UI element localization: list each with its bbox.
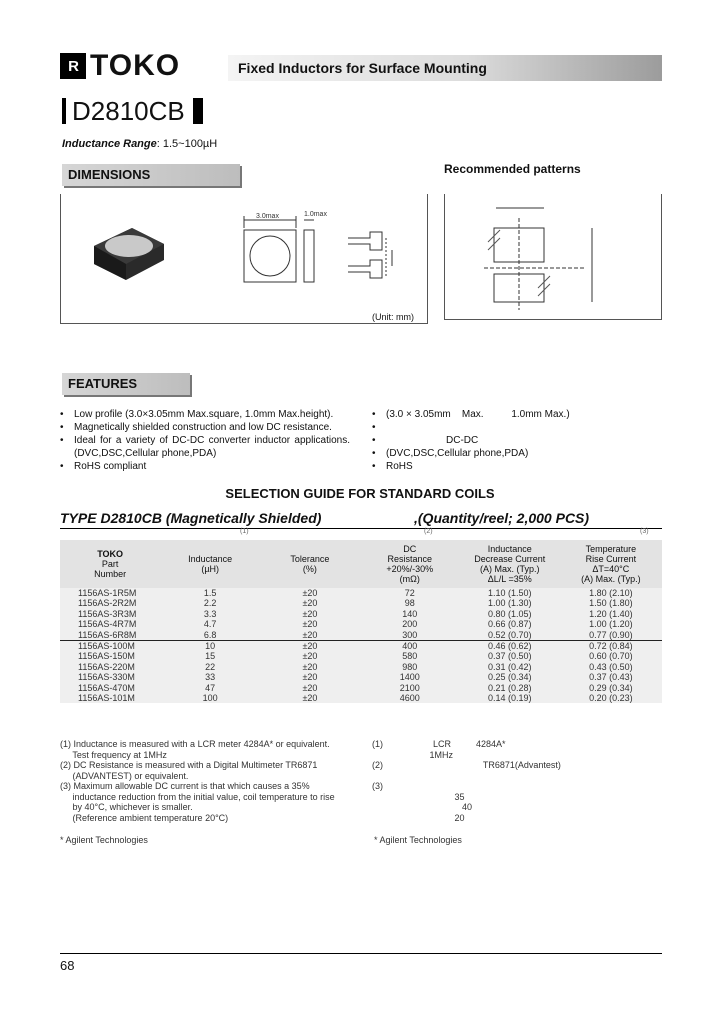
note-line-jp: (3) bbox=[372, 781, 383, 791]
cell-dc-resistance: 4600 bbox=[360, 693, 460, 703]
cell-tolerance: ±20 bbox=[260, 662, 360, 672]
feature-item-jp-cont bbox=[372, 447, 662, 460]
col-part-line: TOKO bbox=[97, 549, 124, 559]
col-dcr-line: (mΩ) bbox=[399, 574, 420, 584]
cell-inductance: 4.7 bbox=[160, 619, 260, 629]
cell-inductance: 2.2 bbox=[160, 598, 260, 608]
cell-tolerance: ±20 bbox=[260, 609, 360, 619]
cell-part-number: 1156AS-220M bbox=[60, 662, 160, 672]
table-row bbox=[60, 588, 662, 598]
note-line: (ADVANTEST) or equivalent. bbox=[60, 770, 189, 781]
cell-dc-resistance: 1400 bbox=[360, 672, 460, 682]
cell-part-number: 1156AS-6R8M bbox=[60, 630, 160, 641]
cell-rise-current: 0.77 (0.90) bbox=[560, 630, 662, 641]
cell-rise-current: 0.43 (0.50) bbox=[560, 662, 662, 672]
feature-item: • Magnetically shielded construction and low DC resistance. bbox=[60, 421, 350, 434]
features-english bbox=[60, 408, 350, 473]
cell-decrease-current: 0.31 (0.42) bbox=[460, 662, 560, 672]
cell-decrease-current: 1.10 (1.50) bbox=[460, 588, 560, 598]
cell-rise-current: 0.29 (0.34) bbox=[560, 683, 662, 693]
feature-item-jp bbox=[372, 421, 662, 434]
cell-inductance: 100 bbox=[160, 693, 260, 703]
cell-dc-resistance: 400 bbox=[360, 641, 460, 652]
note-line-jp: 20 bbox=[372, 812, 465, 823]
table-row bbox=[60, 683, 662, 693]
cell-decrease-current: 0.25 (0.34) bbox=[460, 672, 560, 682]
col-idc1-line: Inductance bbox=[487, 544, 532, 554]
unit-label: (Unit: mm) bbox=[372, 312, 414, 322]
cell-inductance: 15 bbox=[160, 651, 260, 661]
table-row bbox=[60, 651, 662, 661]
col-decrease-current bbox=[460, 540, 560, 588]
note-mark-1: (1) bbox=[240, 528, 249, 535]
cell-tolerance: ±20 bbox=[260, 651, 360, 661]
recommended-patterns-heading: Recommended patterns bbox=[444, 162, 581, 176]
cell-rise-current: 0.72 (0.84) bbox=[560, 641, 662, 652]
cell-part-number: 1156AS-4R7M bbox=[60, 619, 160, 629]
cell-part-number: 1156AS-1R5M bbox=[60, 588, 160, 598]
cell-dc-resistance: 72 bbox=[360, 588, 460, 598]
inductance-range bbox=[62, 138, 217, 150]
feature-item-jp: • RoHS bbox=[372, 460, 662, 473]
note-line: inductance reduction from the initial value, coil temperature to rise bbox=[60, 791, 335, 802]
col-idc2-line: ΔT=40°C bbox=[592, 564, 630, 574]
toko-logo bbox=[60, 50, 180, 82]
cell-decrease-current: 0.80 (1.05) bbox=[460, 609, 560, 619]
note-line: (2) DC Resistance is measured with a Digital Multimeter TR6871 bbox=[60, 760, 318, 770]
dimensions-heading: DIMENSIONS bbox=[62, 164, 240, 186]
cell-tolerance: ±20 bbox=[260, 630, 360, 641]
note-line: (1) Inductance is measured with a LCR meter 4284A* or equivalent. bbox=[60, 739, 330, 749]
notes-japanese bbox=[372, 739, 662, 823]
cell-tolerance: ±20 bbox=[260, 598, 360, 608]
inductance-range-value: : 1.5~100µH bbox=[156, 138, 218, 150]
col-dc-resistance bbox=[360, 540, 460, 588]
cell-tolerance: ±20 bbox=[260, 693, 360, 703]
footnote-english: * Agilent Technologies bbox=[60, 835, 148, 845]
col-part-line: Number bbox=[94, 569, 127, 579]
cell-part-number: 1156AS-330M bbox=[60, 672, 160, 682]
cell-tolerance: ±20 bbox=[260, 641, 360, 652]
table-row bbox=[60, 693, 662, 703]
cell-decrease-current: 0.52 (0.70) bbox=[460, 630, 560, 641]
page-number: 68 bbox=[60, 958, 75, 973]
side-view-drawing bbox=[304, 220, 314, 282]
col-tolerance-line: (%) bbox=[302, 564, 317, 574]
cell-rise-current: 0.60 (0.70) bbox=[560, 651, 662, 661]
table-row bbox=[60, 672, 662, 682]
terminal-view-drawing bbox=[348, 232, 392, 278]
table-row bbox=[60, 619, 662, 629]
width-dim-label: 3.0max bbox=[256, 213, 279, 220]
logo-mark: R bbox=[60, 53, 86, 79]
cell-decrease-current: 0.14 (0.19) bbox=[460, 693, 560, 703]
logo-text: TOKO bbox=[90, 49, 181, 82]
cell-tolerance: ±20 bbox=[260, 619, 360, 629]
cell-inductance: 3.3 bbox=[160, 609, 260, 619]
cell-decrease-current: 0.66 (0.87) bbox=[460, 619, 560, 629]
table-row bbox=[60, 641, 662, 652]
features-heading: FEATURES bbox=[62, 373, 190, 395]
note-line-jp: 1MHz bbox=[372, 749, 454, 760]
cell-decrease-current: 0.46 (0.62) bbox=[460, 641, 560, 652]
cell-rise-current: 1.20 (1.40) bbox=[560, 609, 662, 619]
cell-dc-resistance: 580 bbox=[360, 651, 460, 661]
selection-table bbox=[60, 540, 662, 703]
cell-part-number: 1156AS-470M bbox=[60, 683, 160, 693]
cell-rise-current: 0.37 (0.43) bbox=[560, 672, 662, 682]
col-rise-current bbox=[560, 540, 662, 588]
note-line: Test frequency at 1MHz bbox=[60, 749, 167, 760]
col-part-number bbox=[60, 540, 160, 588]
cell-tolerance: ±20 bbox=[260, 672, 360, 682]
cell-tolerance: ±20 bbox=[260, 588, 360, 598]
table-row bbox=[60, 662, 662, 672]
cell-decrease-current: 0.21 (0.28) bbox=[460, 683, 560, 693]
col-idc1-line: ΔL/L =35% bbox=[487, 574, 532, 584]
note-line-jp: 35 bbox=[372, 791, 465, 802]
table-row bbox=[60, 598, 662, 608]
cell-decrease-current: 0.37 (0.50) bbox=[460, 651, 560, 661]
col-inductance bbox=[160, 540, 260, 588]
type-name: TYPE D2810CB (Magnetically Shielded) bbox=[60, 510, 322, 526]
feature-item: • RoHS compliant bbox=[60, 460, 350, 473]
table-row bbox=[60, 609, 662, 619]
top-view-drawing bbox=[244, 216, 296, 282]
cell-part-number: 1156AS-2R2M bbox=[60, 598, 160, 608]
note-mark-3: (3) bbox=[640, 528, 649, 535]
cell-dc-resistance: 200 bbox=[360, 619, 460, 629]
cell-dc-resistance: 2100 bbox=[360, 683, 460, 693]
cell-dc-resistance: 300 bbox=[360, 630, 460, 641]
feature-item: • Low profile (3.0×3.05mm Max.square, 1.0mm Max.height). bbox=[60, 408, 350, 421]
document-title: Fixed Inductors for Surface Mounting bbox=[228, 55, 662, 81]
note-line: (Reference ambient temperature 20°C) bbox=[60, 812, 229, 823]
model-bar-left bbox=[62, 98, 66, 124]
note-line-jp: (1) LCR 4284A* bbox=[372, 739, 506, 749]
cell-inductance: 47 bbox=[160, 683, 260, 693]
cell-part-number: 1156AS-150M bbox=[60, 651, 160, 661]
feature-item-jp-text: DC-DC bbox=[446, 435, 479, 446]
footer-rule bbox=[60, 953, 662, 954]
cell-inductance: 6.8 bbox=[160, 630, 260, 641]
type-line bbox=[60, 510, 662, 529]
col-dcr-line: DC bbox=[403, 544, 417, 554]
col-idc1-line: (A) Max. (Typ.) bbox=[479, 564, 540, 574]
notes-english bbox=[60, 739, 360, 823]
cell-rise-current: 1.50 (1.80) bbox=[560, 598, 662, 608]
feature-item-jp: • (3.0 × 3.05mm Max. 1.0mm Max.) bbox=[372, 408, 662, 421]
cell-inductance: 33 bbox=[160, 672, 260, 682]
quantity-per-reel: ,(Quantity/reel; 2,000 PCS) bbox=[414, 510, 590, 526]
height-dim-label: 1.0max bbox=[304, 211, 327, 218]
table-row bbox=[60, 630, 662, 641]
col-inductance-line: Inductance bbox=[188, 554, 233, 564]
features-japanese bbox=[372, 408, 662, 473]
col-dcr-line: +20%/-30% bbox=[386, 564, 434, 574]
note-line-jp: (2) TR6871(Advantest) bbox=[372, 760, 561, 770]
cell-part-number: 1156AS-3R3M bbox=[60, 609, 160, 619]
cell-dc-resistance: 140 bbox=[360, 609, 460, 619]
cell-rise-current: 1.80 (2.10) bbox=[560, 588, 662, 598]
col-inductance-line: (µH) bbox=[201, 564, 220, 574]
cell-part-number: 1156AS-101M bbox=[60, 693, 160, 703]
footnote-japanese: * Agilent Technologies bbox=[374, 835, 462, 845]
dimension-drawings bbox=[60, 194, 428, 324]
cell-decrease-current: 1.00 (1.30) bbox=[460, 598, 560, 608]
cell-tolerance: ±20 bbox=[260, 683, 360, 693]
cell-inductance: 22 bbox=[160, 662, 260, 672]
col-idc2-line: Rise Current bbox=[585, 554, 637, 564]
note-mark-2: (2) bbox=[424, 528, 433, 535]
note-line: (3) Maximum allowable DC current is that which causes a 35% bbox=[60, 781, 310, 791]
note-line-jp: 40 bbox=[372, 802, 473, 812]
selection-guide-title: SELECTION GUIDE FOR STANDARD COILS bbox=[225, 486, 495, 501]
selection-table-body bbox=[60, 588, 662, 703]
cell-dc-resistance: 98 bbox=[360, 598, 460, 608]
cell-rise-current: 0.20 (0.23) bbox=[560, 693, 662, 703]
note-line-jp bbox=[372, 771, 662, 782]
col-idc2-line: Temperature bbox=[585, 544, 637, 554]
cell-inductance: 1.5 bbox=[160, 588, 260, 598]
feature-item: • Ideal for a variety of DC-DC converter inductor applications.(DVC,DSC,Cellular phone,PDA) bbox=[60, 434, 350, 460]
col-idc2-line: (A) Max. (Typ.) bbox=[581, 574, 641, 584]
col-part-line: Part bbox=[101, 559, 119, 569]
col-tolerance bbox=[260, 540, 360, 588]
feature-item-jp-text: (DVC,DSC,Cellular phone,PDA) bbox=[386, 448, 529, 459]
table-header-row bbox=[60, 540, 662, 588]
col-dcr-line: Resistance bbox=[387, 554, 432, 564]
note-line: by 40°C, whichever is smaller. bbox=[60, 802, 193, 812]
model-bar-right bbox=[193, 98, 203, 124]
model-name: D2810CB bbox=[72, 95, 185, 126]
cell-part-number: 1156AS-100M bbox=[60, 641, 160, 652]
model-heading bbox=[62, 96, 203, 126]
inductance-range-label: Inductance Range bbox=[62, 138, 157, 150]
recommended-pattern-drawing bbox=[444, 194, 662, 320]
col-idc1-line: Decrease Current bbox=[474, 554, 546, 564]
cell-inductance: 10 bbox=[160, 641, 260, 652]
feature-item-jp bbox=[372, 434, 662, 447]
cell-dc-resistance: 980 bbox=[360, 662, 460, 672]
col-tolerance-line: Tolerance bbox=[290, 554, 330, 564]
inductor-3d-image bbox=[94, 228, 164, 280]
cell-rise-current: 1.00 (1.20) bbox=[560, 619, 662, 629]
